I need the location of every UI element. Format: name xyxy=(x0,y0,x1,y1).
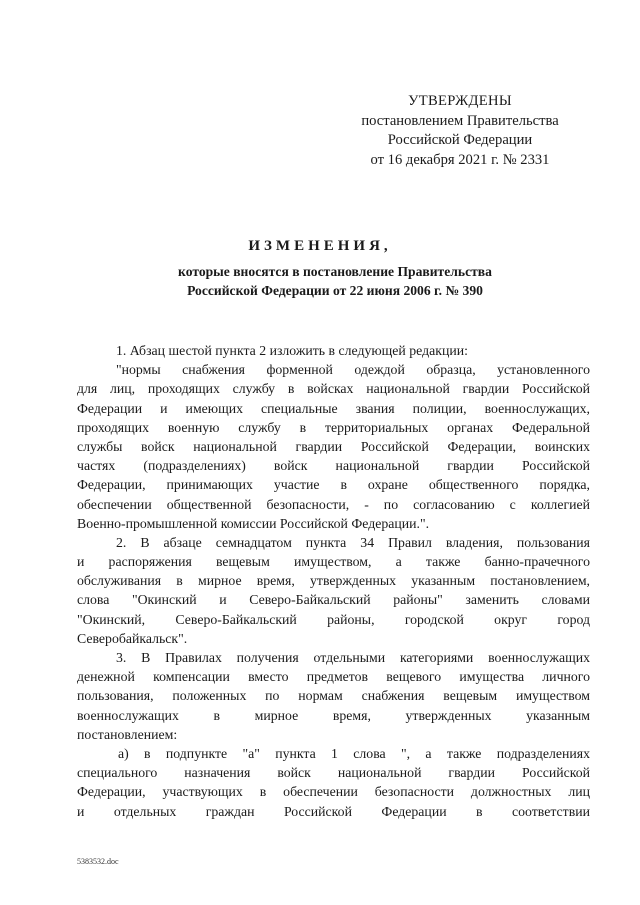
body-line: обеспечении общественной безопасности, - по согласованию с коллегией xyxy=(77,496,590,512)
approval-line: Российской Федерации xyxy=(387,132,533,148)
body-line: частях (подразделениях) войск национальной гвардии Российской xyxy=(77,458,590,474)
approval-line: от 16 декабря 2021 г. № 2331 xyxy=(370,151,550,168)
body-line: 2. В абзаце семнадцатом пункта 34 Правил владения, пользования xyxy=(116,534,590,550)
body-line: а) в подпункте "а" пункта 1 слова ", а также подразделениях xyxy=(118,745,590,761)
body-line: для лиц, проходящих службу в войсках национальной гвардии Российской xyxy=(77,381,590,397)
body-line: Военно-промышленной комиссии Российской Федерации.". xyxy=(77,515,430,531)
body-line: "нормы снабжения форменной одеждой образца, установленного xyxy=(116,362,590,378)
body-line: и отдельных граждан Российской Федерации в соответствии xyxy=(77,803,590,819)
file-name-footer: 5383532.doc xyxy=(77,857,119,866)
body-line: службы войск национальной гвардии Российской Федерации, воинских xyxy=(77,438,590,454)
approval-heading: УТВЕРЖДЕНЫ xyxy=(408,93,512,109)
body-line: специального назначения войск национальной гвардии Российской xyxy=(77,765,590,781)
body-line: и распоряжения вещевым имуществом, а также банно-прачечного xyxy=(77,554,590,570)
approval-block xyxy=(330,92,590,170)
body-line: Федерации, участвующих в обеспечении безопасности должностных лиц xyxy=(77,784,590,800)
body-line: проходящих военную службу в территориальных органах Федеральной xyxy=(77,419,590,435)
body-line: постановлением: xyxy=(77,726,178,742)
body-line: слова "Окинский и Северо-Байкальский районы" заменить словами xyxy=(77,592,590,608)
body-line: военнослужащих в мирное время, утвержденных указанным xyxy=(77,707,590,723)
body-line: Федерации, принимающих участие в охране общественного порядка, xyxy=(77,477,590,493)
body-line: Северобайкальск". xyxy=(77,630,188,646)
body-line: 1. Абзац шестой пункта 2 изложить в следующей редакции: xyxy=(116,343,468,358)
document-body xyxy=(77,341,590,821)
body-line: обслуживания в мирное время, утвержденных указанным постановлением, xyxy=(77,573,590,589)
body-line: Федерации и имеющих специальные звания полиции, военнослужащих, xyxy=(77,400,590,416)
document-title: ИЗМЕНЕНИЯ, xyxy=(248,238,392,254)
body-line: "Окинский, Северо-Байкальский районы, городской округ город xyxy=(77,611,590,627)
body-line: пользования, положенных по нормам снабжения вещевым имуществом xyxy=(77,688,590,704)
subtitle-line: Российской Федерации от 22 июня 2006 г. № 390 xyxy=(187,282,483,298)
approval-line: постановлением Правительства xyxy=(361,112,559,129)
document-subtitle xyxy=(80,263,590,300)
body-line: денежной компенсации вместо предметов вещевого имущества личного xyxy=(77,669,590,685)
body-line: 3. В Правилах получения отдельными категориями военнослужащих xyxy=(116,650,590,665)
subtitle-line: которые вносятся в постановление Правительства xyxy=(178,264,492,279)
